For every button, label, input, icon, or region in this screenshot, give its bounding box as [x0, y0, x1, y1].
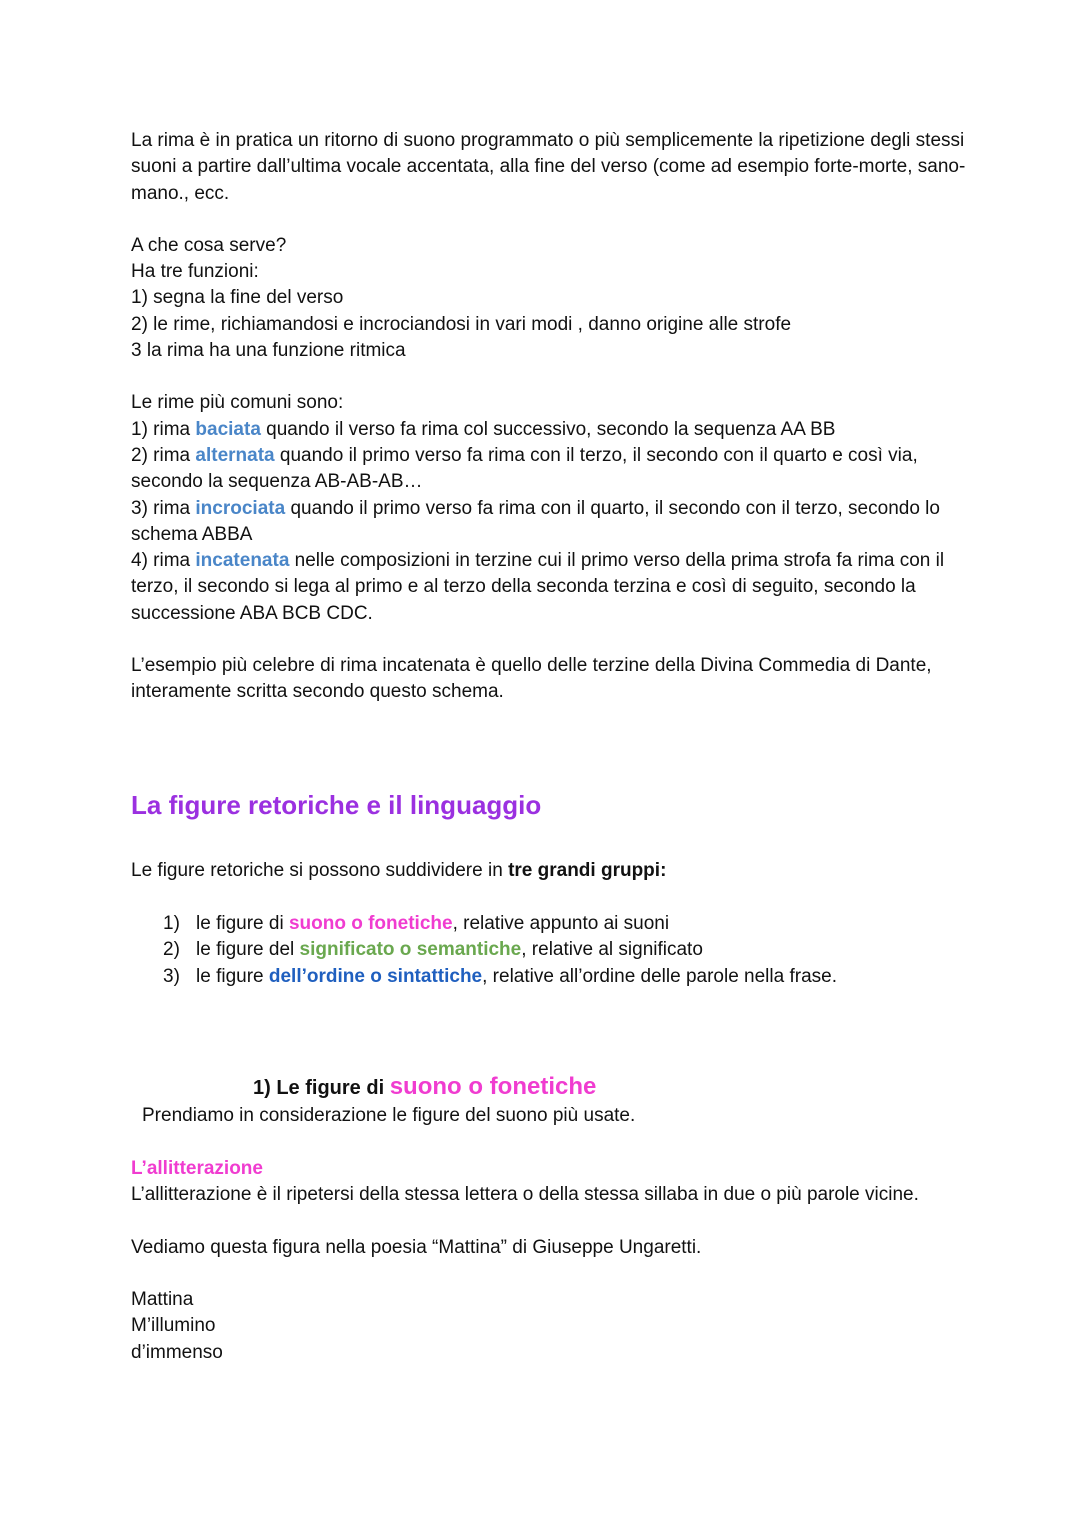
rhyme-term: alternata [195, 444, 275, 466]
section-intro-bold: tre grandi gruppi: [508, 859, 667, 881]
list-item: 1) le figure di suono o fonetiche, relative appunto ai suoni [163, 912, 670, 934]
question-line: A che cosa serve? [131, 234, 287, 256]
rhyme-item-incatenata: 4) rima incatenata nelle composizioni in terzine cui il primo verso della prima strofa fa rima con il terzo, il secondo si lega al primo e al terzo della seconda terzina e così di seguito, secondo la successione ABA BCB CDC. [131, 550, 945, 624]
subsection-intro: Prendiamo in considerazione le figure del suono più usate. [142, 1104, 636, 1126]
section-title: La figure retoriche e il linguaggio [131, 789, 542, 820]
intro-paragraph: La rima è in pratica un ritorno di suono programmato o più semplicemente la ripetizione degli stessi suoni a partire dall’ultima vocale accentata, alla fine del verso (come ad esempio forte-morte, sano-mano., ecc. [131, 130, 966, 204]
list-item: 3) le figure dell’ordine o sintattiche, relative all’ordine delle parole nella frase. [163, 965, 837, 987]
document-page [131, 128, 971, 1366]
subsection-title: 1) Le figure di suono o fonetiche [253, 1072, 597, 1100]
subsection-term: suono o fonetiche [389, 1072, 597, 1100]
figure-groups-list [131, 911, 971, 990]
rhyme-example: L’esempio più celebre di rima incatenata è quello delle terzine della Divina Commedia di Dante, interamente scritta secondo questo schema. [131, 655, 932, 703]
rhyme-term: incrociata [195, 497, 286, 519]
rhyme-item-alternata: 2) rima alternata quando il primo verso fa rima con il terzo, il secondo con il quarto e così via, secondo la sequenza AB-AB-AB… [131, 444, 918, 493]
poem-line: M’illumino [131, 1315, 216, 1337]
rhyme-term: baciata [195, 418, 261, 440]
list-item: 2) le figure del significato o semantiche, relative al significato [163, 939, 703, 961]
rhyme-item-incrociata: 3) rima incrociata quando il primo verso fa rima con il quarto, il secondo con il terzo, secondo lo schema ABBA [131, 497, 940, 545]
rhyme-item-baciata: 1) rima baciata quando il verso fa rima col successivo, secondo la sequenza AA BB [131, 418, 836, 440]
function-item-1: 1) segna la fine del verso [131, 287, 344, 309]
section-intro: Le figure retoriche si possono suddividere in tre grandi gruppi: [131, 859, 667, 881]
alliteration-example-intro: Vediamo questa figura nella poesia “Mattina” di Giuseppe Ungaretti. [131, 1236, 702, 1258]
rhyme-term: incatenata [195, 550, 290, 572]
functions-intro: Ha tre funzioni: [131, 261, 259, 283]
poem-line: d’immenso [131, 1341, 223, 1363]
function-item-3: 3 la rima ha una funzione ritmica [131, 340, 406, 362]
group-term-meaning: significato o semantiche [299, 939, 522, 961]
group-term-order: dell’ordine o sintattiche [268, 965, 483, 987]
poem-line: Mattina [131, 1289, 194, 1311]
rhymes-intro: Le rime più comuni sono: [131, 392, 344, 414]
alliteration-definition: L’allitterazione è il ripetersi della stessa lettera o della stessa sillaba in due o più parole vicine. [131, 1184, 919, 1206]
group-term-sound: suono o fonetiche [288, 912, 453, 934]
alliteration-term: L’allitterazione [131, 1158, 263, 1180]
function-item-2: 2) le rime, richiamandosi e incrociandosi in vari modi , danno origine alle strofe [131, 313, 792, 335]
